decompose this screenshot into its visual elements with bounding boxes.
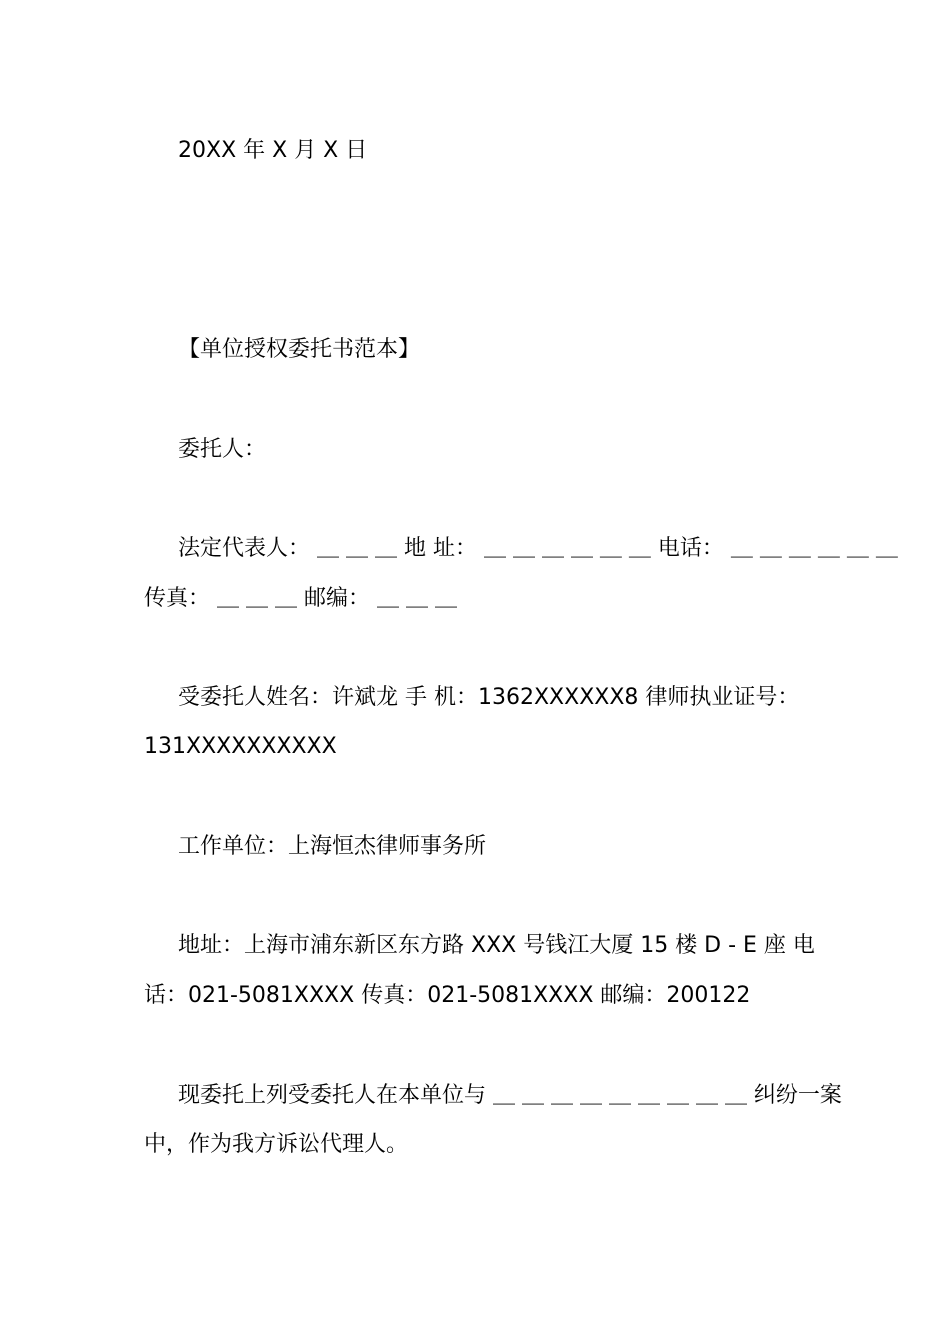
address-line-2: 话：021-5081XXXX 传真：021-5081XXXX 邮编：200122 bbox=[144, 983, 751, 1008]
work-unit: 工作单位：上海恒杰律师事务所 bbox=[178, 834, 487, 859]
agent-line-2: 131XXXXXXXXXX bbox=[144, 734, 337, 759]
mandate-line-2: 中，作为我方诉讼代理人。 bbox=[144, 1132, 409, 1157]
principal-label: 委托人： bbox=[178, 437, 267, 462]
document-date: 20XX 年 X 月 X 日 bbox=[178, 138, 368, 163]
mandate-line-1: 现委托上列受委托人在本单位与 ＿ ＿ ＿ ＿ ＿ ＿ ＿ ＿ ＿ 纠纷一案 bbox=[178, 1083, 842, 1108]
agent-line-1: 受委托人姓名：许斌龙 手 机：1362XXXXXX8 律师执业证号： bbox=[178, 685, 800, 710]
legal-rep-line-1: 法定代表人： ＿ ＿ ＿ 地 址： ＿ ＿ ＿ ＿ ＿ ＿ 电话： ＿ ＿ ＿ ＿ ＿ ＿ bbox=[178, 536, 898, 561]
section-title: 【单位授权委托书范本】 bbox=[178, 337, 421, 362]
legal-rep-line-2: 传真： ＿ ＿ ＿ 邮编： ＿ ＿ ＿ bbox=[144, 586, 457, 611]
address-line-1: 地址：上海市浦东新区东方路 XXX 号钱江大厦 15 楼 D - E 座 电 bbox=[178, 933, 815, 958]
